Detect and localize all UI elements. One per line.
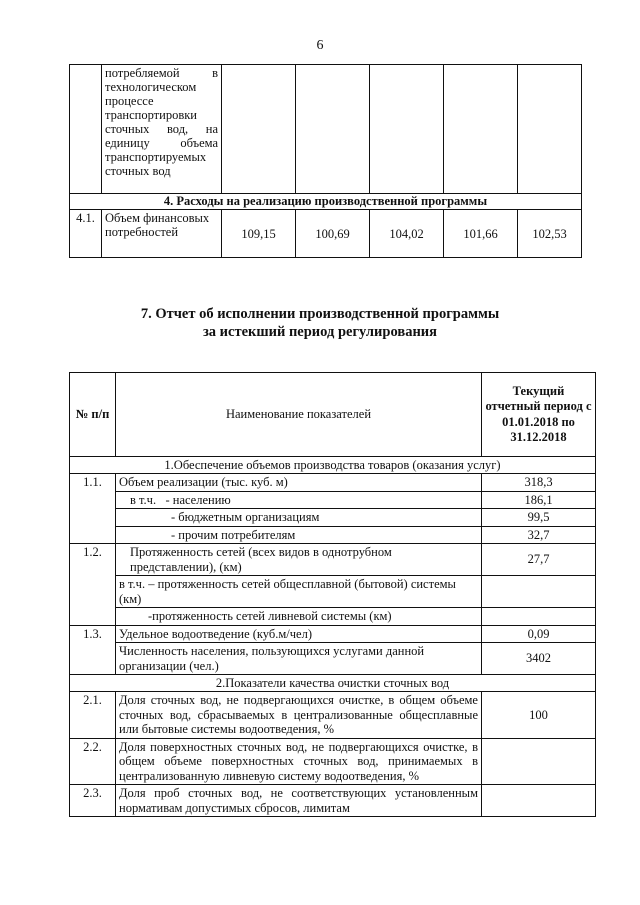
row-1-1-other-value: 32,7 — [482, 526, 596, 544]
table-row — [70, 643, 596, 675]
row-1-3-population: Численность населения, пользующихся услугами данной организации (чел.) — [116, 643, 482, 675]
header-name: Наименование показателей — [116, 373, 482, 457]
cell-value — [222, 65, 296, 194]
row-4-1-value: 100,69 — [296, 210, 370, 258]
row-4-1-value: 104,02 — [370, 210, 444, 258]
row-2-3-value — [482, 785, 596, 817]
row-2-1-num: 2.1. — [70, 692, 116, 739]
section-1-title: 1.Обеспечение объемов производства товаров (оказания услуг) — [70, 457, 596, 474]
row-1-3-num: 1.3. — [70, 625, 116, 675]
cell-value — [370, 65, 444, 194]
row-1-2-value: 27,7 — [482, 544, 596, 576]
cell-value — [444, 65, 518, 194]
row-1-2-general-value — [482, 576, 596, 608]
cell-indicator-name: потребляемой в технологическом процессе транспортировки сточных вод, на единицу объема транспортируемых сточных вод — [102, 65, 222, 194]
table-row — [70, 210, 582, 258]
header-num: № п/п — [70, 373, 116, 457]
row-2-1-name: Доля сточных вод, не подвергающихся очистке, в общем объеме сточных вод, сбрасываемых в централизованные общесплавные или бытовые системы водоотведения, % — [116, 692, 482, 739]
row-1-1-population: в т.ч. - населению — [116, 491, 482, 509]
table-row — [70, 576, 596, 608]
table-row — [70, 692, 596, 739]
table-row — [70, 491, 596, 509]
section-7-heading — [0, 305, 640, 341]
program-table-continued — [69, 64, 582, 258]
row-2-3-name: Доля проб сточных вод, не соответствующих установленным нормативам допустимых сбросов, лимитам — [116, 785, 482, 817]
page-number: 6 — [316, 38, 324, 53]
table-row — [70, 625, 596, 643]
row-4-1-value: 102,53 — [518, 210, 582, 258]
row-1-1-num: 1.1. — [70, 474, 116, 544]
cell-num — [70, 65, 102, 194]
table-header-row — [70, 373, 596, 457]
row-1-3-name: Удельное водоотведение (куб.м/чел) — [116, 625, 482, 643]
heading-line-2: за истекший период регулирования — [202, 324, 438, 340]
table-row — [70, 738, 596, 785]
table-row — [70, 608, 596, 626]
table-row — [70, 509, 596, 527]
row-2-2-num: 2.2. — [70, 738, 116, 785]
section-4-title: 4. Расходы на реализацию производственной программы — [70, 194, 582, 210]
header-period: Текущий отчетный период с 01.01.2018 по 31.12.2018 — [482, 373, 596, 457]
row-1-3-value: 0,09 — [482, 625, 596, 643]
row-4-1-name: Объем финансовых потребностей — [102, 210, 222, 258]
report-table — [69, 372, 596, 817]
row-1-2-name: Протяженность сетей (всех видов в однотрубном представлении), (км) — [116, 544, 482, 576]
row-4-1-value: 109,15 — [222, 210, 296, 258]
section-row — [70, 675, 596, 692]
row-1-2-general: в т.ч. – протяженность сетей общесплавной (бытовой) системы (км) — [116, 576, 482, 608]
row-1-1-budget: - бюджетным организациям — [116, 509, 482, 527]
section-row — [70, 457, 596, 474]
cell-value — [518, 65, 582, 194]
row-2-1-value: 100 — [482, 692, 596, 739]
section-2-title: 2.Показатели качества очистки сточных вод — [70, 675, 596, 692]
table-row — [70, 526, 596, 544]
table-row — [70, 65, 582, 194]
table-row — [70, 785, 596, 817]
row-1-1-name: Объем реализации (тыс. куб. м) — [116, 474, 482, 492]
row-1-2-storm-value — [482, 608, 596, 626]
row-1-2-num: 1.2. — [70, 544, 116, 626]
row-4-1-num: 4.1. — [70, 210, 102, 258]
row-1-1-other: - прочим потребителям — [116, 526, 482, 544]
row-2-2-name: Доля поверхностных сточных вод, не подвергающихся очистке, в общем объеме поверхностных сточных вод, принимаемых в централизованную ливневую систему водоотведения, % — [116, 738, 482, 785]
table-row — [70, 544, 596, 576]
heading-line-1: 7. Отчет об исполнении производственной программы — [140, 306, 500, 322]
row-1-1-population-value: 186,1 — [482, 491, 596, 509]
row-1-1-value: 318,3 — [482, 474, 596, 492]
row-2-2-value — [482, 738, 596, 785]
row-1-3-population-value: 3402 — [482, 643, 596, 675]
section-row — [70, 194, 582, 210]
cell-value — [296, 65, 370, 194]
row-1-2-storm: -протяженность сетей ливневой системы (км) — [116, 608, 482, 626]
row-4-1-value: 101,66 — [444, 210, 518, 258]
row-1-1-budget-value: 99,5 — [482, 509, 596, 527]
table-row — [70, 474, 596, 492]
row-2-3-num: 2.3. — [70, 785, 116, 817]
